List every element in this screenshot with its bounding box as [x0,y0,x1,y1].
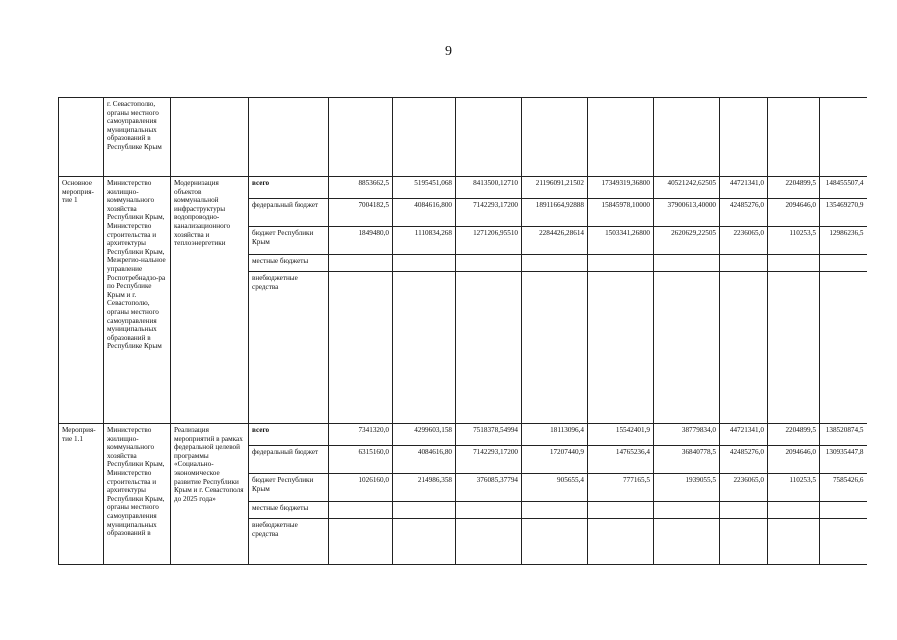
value-cell: 14765236,4 [588,446,654,474]
value-cell [820,255,867,272]
funding-source-cell: бюджет Республики Крым [249,227,329,255]
page-number: 9 [445,44,452,59]
value-cell [720,255,768,272]
funding-source-cell: всего [249,177,329,199]
value-cell [522,272,588,424]
empty-cell [522,98,588,177]
value-cell: 148455507,4 [820,177,867,199]
value-cell: 21196091,21502 [522,177,588,199]
value-cell [720,272,768,424]
value-cell: 2094646,0 [768,446,820,474]
value-cell: 1026160,0 [329,474,393,502]
value-cell: 130935447,8 [820,446,867,474]
value-cell: 2204899,5 [768,177,820,199]
name-cell [59,98,104,177]
value-cell: 15542401,9 [588,424,654,446]
value-cell [456,255,522,272]
value-cell [768,255,820,272]
value-cell [329,255,393,272]
value-cell: 12986236,5 [820,227,867,255]
value-cell [456,502,522,519]
table-row [59,177,867,199]
value-cell: 4299603,158 [393,424,456,446]
value-cell [393,519,456,565]
block-name-cell: Мероприя-тие 1.1 [59,424,104,565]
value-cell: 8853662,5 [329,177,393,199]
empty-cell [768,98,820,177]
value-cell: 4084616,80 [393,446,456,474]
value-cell: 17349319,36800 [588,177,654,199]
executor-cell: Министерство жилищно-коммунального хозяйства Республики Крым, Министерство строительства и архитектуры Республики Крым, Межрегио-нальное управление Роспотребнадзо-ра по Республике Крым и г. Севастополю, органы местного самоуправления муниципальных образований в Республике Крым [104,177,171,424]
value-cell [393,502,456,519]
value-cell: 7585426,6 [820,474,867,502]
value-cell: 18113096,4 [522,424,588,446]
block-name-cell: Основное мероприя-тие 1 [59,177,104,424]
empty-cell [654,98,720,177]
value-cell: 7142293,17200 [456,446,522,474]
value-cell: 214986,358 [393,474,456,502]
budget-table [58,97,867,565]
funding-source-cell: федеральный бюджет [249,199,329,227]
table-body [59,98,867,565]
value-cell: 5195451,068 [393,177,456,199]
empty-cell [456,98,522,177]
funding-source-cell: бюджет Республики Крым [249,474,329,502]
table-row [59,424,867,446]
value-cell [820,272,867,424]
empty-cell [329,98,393,177]
value-cell: 1271206,95510 [456,227,522,255]
value-cell: 44721341,0 [720,177,768,199]
value-cell: 138520874,5 [820,424,867,446]
value-cell: 2284426,28614 [522,227,588,255]
value-cell: 2236065,0 [720,474,768,502]
value-cell [654,255,720,272]
empty-cell [393,98,456,177]
table-row [59,98,867,177]
value-cell: 18911664,92888 [522,199,588,227]
value-cell [329,272,393,424]
value-cell: 38779834,0 [654,424,720,446]
funding-source-cell: местные бюджеты [249,255,329,272]
value-cell: 1110834,268 [393,227,456,255]
empty-cell [588,98,654,177]
value-cell: 2094646,0 [768,199,820,227]
value-cell: 7341320,0 [329,424,393,446]
empty-cell [171,98,249,177]
value-cell: 44721341,0 [720,424,768,446]
value-cell: 7518378,54994 [456,424,522,446]
description-cell: Реализация мероприятий в рамках федеральной целевой программы «Социально-экономическое развитие Республики Крым и г. Севастополя до 2025 года» [171,424,249,565]
value-cell [393,255,456,272]
value-cell: 17207440,9 [522,446,588,474]
empty-cell [720,98,768,177]
value-cell: 1503341,26800 [588,227,654,255]
value-cell [522,255,588,272]
empty-cell [820,98,867,177]
executor-cell: Министерство жилищно-коммунального хозяйства Республики Крым, Министерство строительства и архитектуры Республики Крым, органы местного самоуправления муниципальных образований в [104,424,171,565]
empty-cell [249,98,329,177]
value-cell: 7004182,5 [329,199,393,227]
funding-source-cell: федеральный бюджет [249,446,329,474]
value-cell: 37900613,40000 [654,199,720,227]
value-cell [393,272,456,424]
value-cell: 376085,37794 [456,474,522,502]
value-cell [654,519,720,565]
value-cell: 2236065,0 [720,227,768,255]
value-cell: 110253,5 [768,474,820,502]
value-cell: 905655,4 [522,474,588,502]
value-cell [820,502,867,519]
value-cell [329,519,393,565]
value-cell: 6315160,0 [329,446,393,474]
value-cell [820,519,867,565]
value-cell [456,519,522,565]
funding-source-cell: внебюджетные средства [249,519,329,565]
funding-source-cell: всего [249,424,329,446]
value-cell: 42485276,0 [720,446,768,474]
value-cell [654,272,720,424]
value-cell: 42485276,0 [720,199,768,227]
value-cell [456,272,522,424]
value-cell [522,502,588,519]
value-cell [768,502,820,519]
value-cell: 15845978,10000 [588,199,654,227]
value-cell [522,519,588,565]
value-cell: 2620629,22505 [654,227,720,255]
value-cell [768,272,820,424]
value-cell [720,519,768,565]
funding-source-cell: внебюджетные средства [249,272,329,424]
value-cell: 1939055,5 [654,474,720,502]
value-cell: 36840778,5 [654,446,720,474]
value-cell [588,255,654,272]
value-cell [654,502,720,519]
funding-source-cell: местные бюджеты [249,502,329,519]
value-cell: 2204899,5 [768,424,820,446]
value-cell [768,519,820,565]
executor-cell: г. Севастополю, органы местного самоуправления муниципальных образований в Республике Крым [104,98,171,177]
value-cell: 135469270,9 [820,199,867,227]
value-cell [720,502,768,519]
value-cell: 8413500,12710 [456,177,522,199]
value-cell: 4084616,800 [393,199,456,227]
value-cell: 1849480,0 [329,227,393,255]
value-cell [588,502,654,519]
value-cell [588,519,654,565]
value-cell: 7142293,17200 [456,199,522,227]
value-cell [588,272,654,424]
value-cell [329,502,393,519]
value-cell: 110253,5 [768,227,820,255]
value-cell: 40521242,62505 [654,177,720,199]
value-cell: 777165,5 [588,474,654,502]
description-cell: Модернизация объектов коммунальной инфраструктуры водопроводно-канализационного хозяйства и теплоэнергетики [171,177,249,424]
